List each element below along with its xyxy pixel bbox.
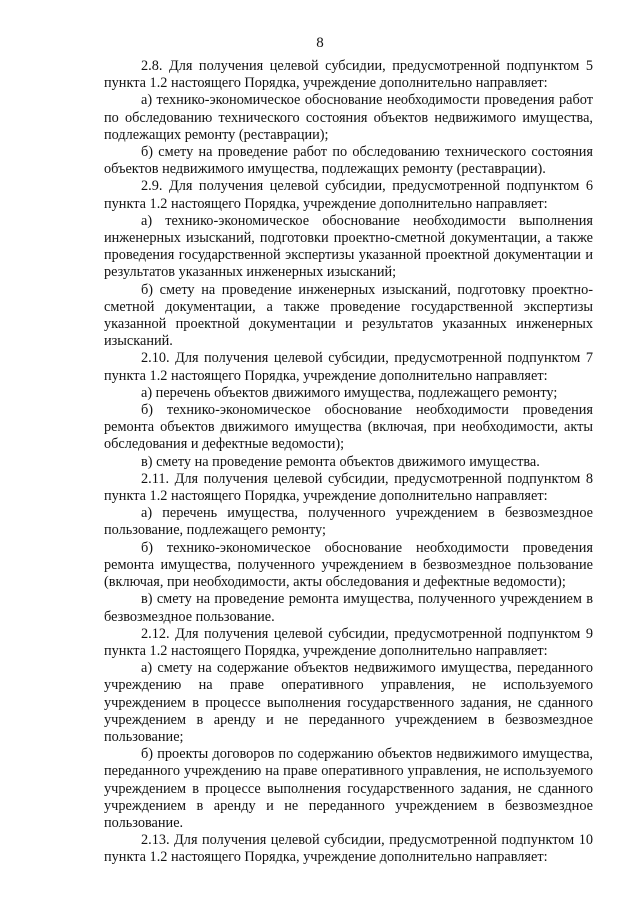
paragraph-2-12-a: а) смету на содержание объектов недвижимого имущества, переданного учреждению на праве оперативного управления, не используемого учреждением в процессе выполнения государственного задания, не сданного учреждением в аренду и не переданного учреждением в безвозмездное пользование;: [104, 660, 593, 745]
paragraph-2-11-a: а) перечень имущества, полученного учреждением в безвозмездное пользование, подлежащего ремонту;: [104, 505, 593, 539]
paragraph-2-11-b: б) технико-экономическое обоснование необходимости проведения ремонта имущества, полученного учреждением в безвозмездное пользование (включая, при необходимости, акты обследования и дефектные ведомости);: [104, 539, 593, 591]
document-body: [104, 58, 593, 867]
paragraph-2-10: 2.10. Для получения целевой субсидии, предусмотренной подпунктом 7 пункта 1.2 настоящего Порядка, учреждение дополнительно направляет:: [104, 350, 593, 384]
paragraph-2-9-b: б) смету на проведение инженерных изысканий, подготовку проектно-сметной документации, а также проведение государственной экспертизы указанной проектной документации и результатов указанных инженерных изысканий.: [104, 281, 593, 350]
paragraph-2-12: 2.12. Для получения целевой субсидии, предусмотренной подпунктом 9 пункта 1.2 настоящего Порядка, учреждение дополнительно направляет:: [104, 625, 593, 659]
paragraph-2-13: 2.13. Для получения целевой субсидии, предусмотренной подпунктом 10 пункта 1.2 настоящего Порядка, учреждение дополнительно направляет:: [104, 832, 593, 866]
paragraph-2-11-v: в) смету на проведение ремонта имущества, полученного учреждением в безвозмездное пользование.: [104, 591, 593, 625]
paragraph-2-8-b: б) смету на проведение работ по обследованию технического состояния объектов недвижимого имущества, подлежащих ремонту (реставрации).: [104, 144, 593, 178]
paragraph-2-10-v: в) смету на проведение ремонта объектов движимого имущества.: [141, 453, 540, 470]
paragraph-2-10-b: б) технико-экономическое обоснование необходимости проведения ремонта объектов движимого имущества (включая, при необходимости, акты обследования и дефектные ведомости);: [104, 402, 593, 453]
page-number: 8: [316, 35, 324, 51]
paragraph-2-9: 2.9. Для получения целевой субсидии, предусмотренной подпунктом 6 пункта 1.2 настоящего Порядка, учреждение дополнительно направляет:: [104, 178, 593, 212]
paragraph-2-11: 2.11. Для получения целевой субсидии, предусмотренной подпунктом 8 пункта 1.2 настоящего Порядка, учреждение дополнительно направляет:: [104, 470, 593, 505]
paragraph-2-10-a: а) перечень объектов движимого имущества, подлежащего ремонту;: [141, 384, 558, 401]
paragraph-2-8-a: а) технико-экономическое обоснование необходимости проведения работ по обследованию технического состояния объектов недвижимого имущества, подлежащих ремонту (реставрации);: [104, 92, 593, 143]
paragraph-2-8: 2.8. Для получения целевой субсидии, предусмотренной подпунктом 5 пункта 1.2 настоящего Порядка, учреждение дополнительно направляет:: [104, 58, 593, 92]
paragraph-2-12-b: б) проекты договоров по содержанию объектов недвижимого имущества, переданного учреждению на праве оперативного управления, не используемого учреждением в процессе выполнения государственного задания, не сданного учреждением в аренду и не переданного учреждением в безвозмездное пользование.: [104, 746, 593, 831]
paragraph-2-9-a: а) технико-экономическое обоснование необходимости выполнения инженерных изысканий, подготовки проектно-сметной документации, а также проведения государственной экспертизы указанной проектной документации и результатов указанных инженерных изысканий;: [104, 212, 593, 281]
